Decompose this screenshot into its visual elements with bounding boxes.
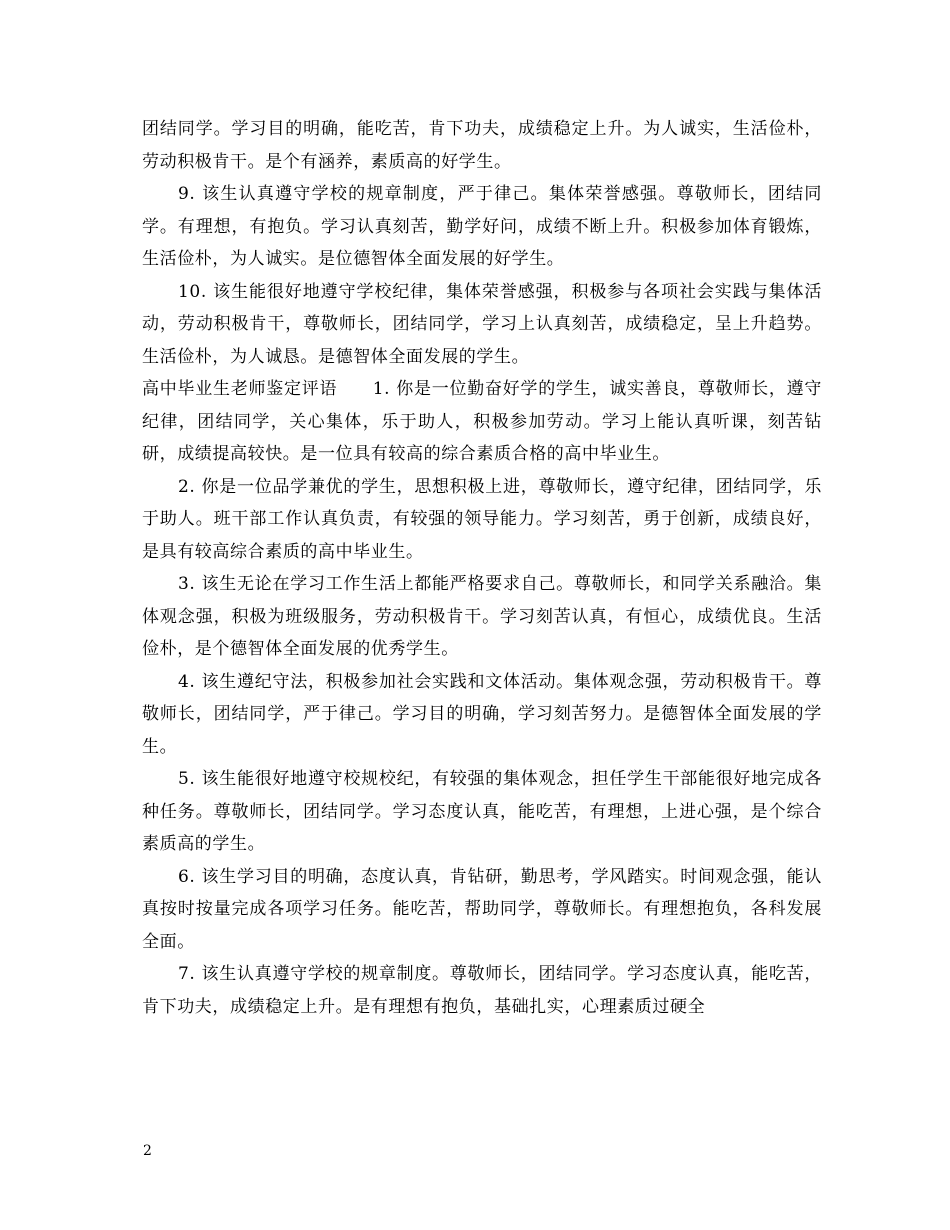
paragraph-section-heading-item-1: 高中毕业生老师鉴定评语 1. 你是一位勤奋好学的学生，诚实善良，尊敬师长，遵守纪律，团结同学，关心集体，乐于助人，积极参加劳动。学习上能认真听课，刻苦钻研，成绩提高较快。是一位具有较高的综合素质合格的高中毕业生。 xyxy=(142,379,822,464)
paragraph-item-4: 4. 该生遵纪守法，积极参加社会实践和文体活动。集体观念强，劳动积极肯干。尊敬师长，团结同学，严于律己。学习目的明确，学习刻苦努力。是德智体全面发展的学生。 xyxy=(142,671,822,757)
paragraph-continuation: 团结同学。学习目的明确，能吃苦，肯下功夫，成绩稳定上升。为人诚实，生活俭朴，劳动积极肯干。是个有涵养，素质高的好学生。 xyxy=(142,119,822,172)
page-number: 2 xyxy=(143,1143,152,1159)
paragraph-item-7: 7. 该生认真遵守学校的规章制度。尊敬师长，团结同学。学习态度认真，能吃苦，肯下功夫，成绩稳定上升。是有理想有抱负，基础扎实，心理素质过硬全 xyxy=(142,964,822,1017)
paragraph-item-2: 2. 你是一位品学兼优的学生，思想积极上进，尊敬师长，遵守纪律，团结同学，乐于助人。班干部工作认真负责，有较强的领导能力。学习刻苦，勇于创新，成绩良好，是具有较高综合素质的高中毕业生。 xyxy=(142,476,822,562)
paragraph-item-3: 3. 该生无论在学习工作生活上都能严格要求自己。尊敬师长，和同学关系融洽。集体观念强，积极为班级服务，劳动积极肯干。学习刻苦认真，有恒心，成绩优良。生活俭朴，是个德智体全面发展的优秀学生。 xyxy=(142,574,822,659)
paragraph-item-5: 5. 该生能很好地遵守校规校纪，有较强的集体观念，担任学生干部能很好地完成各种任务。尊敬师长，团结同学。学习态度认真，能吃苦，有理想，上进心强，是个综合素质高的学生。 xyxy=(142,769,822,854)
paragraph-item-10: 10. 该生能很好地遵守学校纪律，集体荣誉感强，积极参与各项社会实践与集体活动，劳动积极肯干，尊敬师长，团结同学，学习上认真刻苦，成绩稳定，呈上升趋势。生活俭朴，为人诚恳。是德智体全面发展的学生。 xyxy=(142,281,822,367)
paragraph-item-6: 6. 该生学习目的明确，态度认真，肯钻研，勤思考，学风踏实。时间观念强，能认真按时按量完成各项学习任务。能吃苦，帮助同学，尊敬师长。有理想抱负，各科发展全面。 xyxy=(142,866,822,952)
body-text xyxy=(142,113,822,1023)
paragraph-item-9: 9. 该生认真遵守学校的规章制度，严于律己。集体荣誉感强。尊敬师长，团结同学。有理想，有抱负。学习认真刻苦，勤学好问，成绩不断上升。积极参加体育锻炼，生活俭朴，为人诚实。是位德智体全面发展的好学生。 xyxy=(142,184,822,269)
